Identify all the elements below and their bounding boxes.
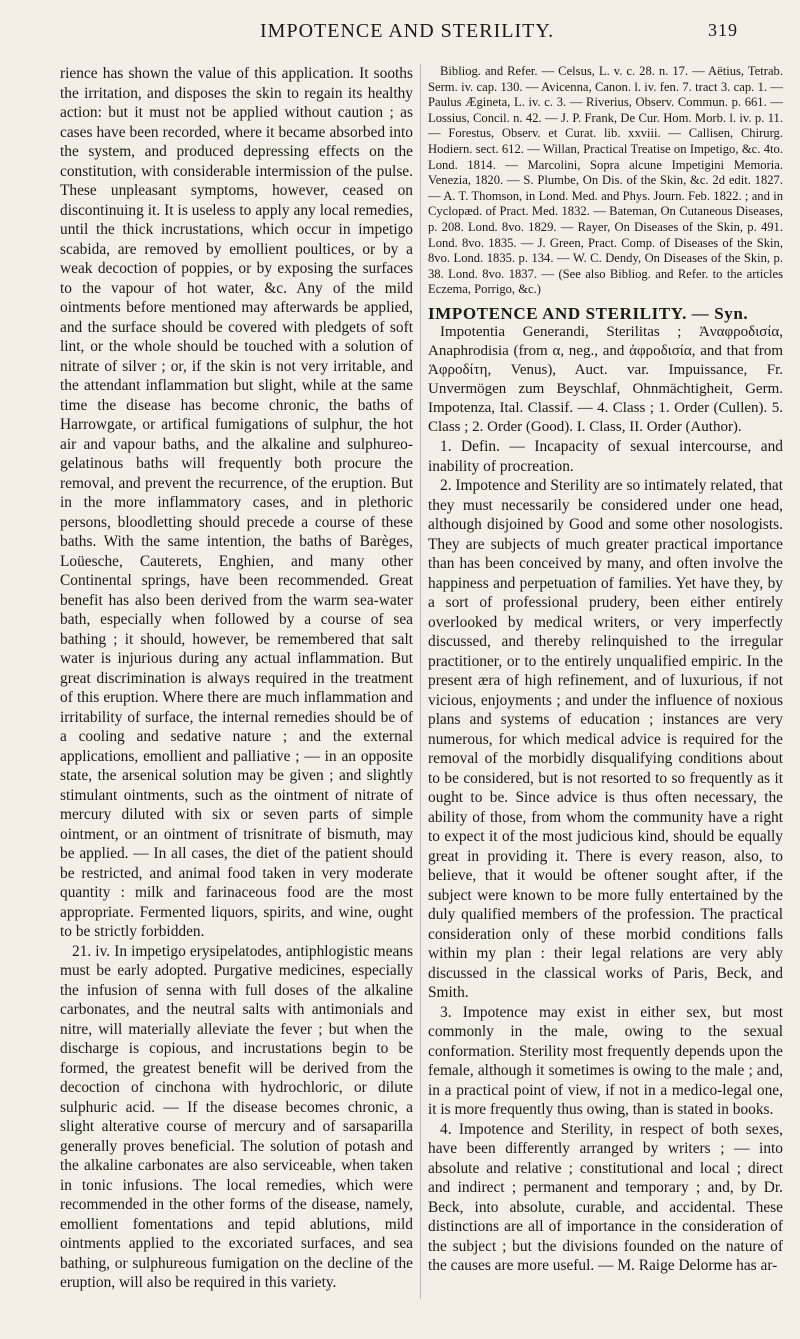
article-heading: IMPOTENCE AND STERILITY. — Syn. <box>428 303 749 323</box>
right-column <box>428 64 783 1309</box>
paragraph: 2. Impotence and Sterility are so intimately related, that they must necessarily be considered under one head, although disjoined by Good and some other nosologists. They are subjects of much greater practical importance than has been conceived by many, and often involve the happiness and perpetuation of families. Yet have they, by a sort of professional prudery, been either entirely overlooked by medical writers, or very imperfectly discussed, and thereby relinquished to the irregular practitioner, or to the entirely unqualified empiric. In the present æra of high refinement, and of luxurious, if not vicious, enjoyments ; and under the influence of noxious plans and systems of education ; instances are very numerous, for which medical advice is required for the removal of the morbidly disqualifying conditions about to be considered, but is not resorted to so frequently as it ought to be. Since advice is thus often necessary, the ability of those, from whom the community have a right to expect it of the most judicious kind, should be equally great in providing it. There is every reason, also, to believe, that it would be oftener sought after, if the subject were known to be more fully entertained by the duly qualified members of the profession. The practical consideration only of these morbid conditions falls within my plan : their legal relations are very ably discussed in the classical works of Paris, Beck, and Smith. <box>428 477 783 1002</box>
paragraph: 21. iv. In impetigo erysipelatodes, antiphlogistic means must be early adopted. Purgative medicines, especially the infusion of senna with full doses of the alkaline carbonates, and the neutral salts with antimonials and nitre, will materially alleviate the fever ; but when the discharge is copious, and incrustations begin to be formed, the greatest benefit will be derived from the decoction of cinchona with hydrochloric, or dilute sulphuric acid. — If the disease becomes chronic, a slight alterative course of mercury and of sarsaparilla generally proves beneficial. The solution of potash and the alkaline carbonates are also serviceable, when taken in tonic infusions. The local remedies, which were recommended in the other forms of the disease, namely, emollient fomentations and tepid ablutions, mild ointments applied to the excoriated surfaces, and sea bathing, or sulphureous fumigation on the decline of the eruption, will also be required in this variety. <box>60 942 413 1291</box>
paragraph: 3. Impotence may exist in either sex, but most commonly in the male, owing to the sexual conformation. Sterility most frequently depends upon the female, although it sometimes is owing to the male ; and, in a practical point of view, if not in a medico-legal one, it is more frequently thus owing, than is stated in books. <box>428 1003 783 1119</box>
synonyms: Impotentia Generandi, Sterilitas ; Ἀναφροδισία, Anaphrodisia (from α, neg., and ἀφροδισία, and that from Ἀφροδίτη, Venus), Auct. var. Impuissance, Fr. Unvermögen zum Beyschlaf, Ohnmächtigheit, Germ. Impotenza, Ital. Classif. — 4. Class ; 1. Order (Cullen). 5. Class ; 2. Order (Good). I. Class, II. Order (Author). <box>428 324 783 436</box>
paragraph: rience has shown the value of this application. It sooths the irritation, and disposes the skin to regain its healthy action: but it must not be applied without caution ; as cases have been recorded, where it became absorbed into the system, and produced depressing effects on the constitution, with considerable intermission of the pulse. These unpleasant symptoms, however, ceased on discontinuing it. It is useless to apply any local remedies, until the thick incrustations, which occur in impetigo scabida, are removed by emollient poultices, or by a weak decoction of poppies, or by exposing the surfaces to the vapour of hot water, &c. Any of the mild ointments before mentioned may afterwards be applied, and the surface should be covered with pledgets of soft lint, or the whole should be touched with a solution of nitrate of silver ; or, if the skin is not very irritable, and the attendant inflammation but slight, while at the same time the disease has become chronic, the baths of Harrowgate, or artifical fumigations of sulphur, the hot air and vapour baths, and the alkaline and sulphureo-gelatinous baths will frequently both procure the removal, and prevent the recurrence, of the eruption. But in the more inflammatory cases, and in plethoric persons, bloodletting should precede a course of these baths. With the same intention, the baths of Barèges, Loüesche, Cauterets, Enghien, and many other Continental springs, have been recommended. Great benefit has also been derived from the warm sea-water bath, especially when followed by a course of sea bathing ; it should, however, be remembered that salt water is injurious during any actual inflammation. But great discrimination is always required in the treatment of this eruption. Where there are much inflammation and irritability of surface, the internal remedies should be of a cooling and sedative nature ; and the external applications, emollient and palliative ; — in an opposite state, the arsenical solution may be given ; and slightly stimulant ointments, such as the ointment of nitrate of mercury diluted with six or seven parts of simple ointment, or an ointment of trisnitrate of bismuth, may be applied. — In all cases, the diet of the patient should be restricted, and animal food taken in very moderate quantity : milk and farinaceous food are the most appropriate. Fermented liquors, spirits, and wine, ought to be strictly forbidden. <box>60 65 413 940</box>
column-divider <box>420 64 421 1299</box>
paragraph: 4. Impotence and Sterility, in respect of both sexes, have been differently arranged by writers ; — into absolute and relative ; constitutional and local ; direct and indirect ; permanent and temporary ; and, by Dr. Beck, into absolute, curable, and accidental. These distinctions are all of importance in the consideration of the subject ; but the divisions founded on the nature of the causes are more useful. — M. Raige Delorme has ar- <box>428 1120 783 1275</box>
bibliography: Bibliog. and Refer. — Celsus, L. v. c. 28. n. 17. — Aëtius, Tetrab. Serm. iv. cap. 130. — Avicenna, Canon. l. iv. fen. 7. tract 3. cap. 1. — Paulus Ægineta, L. iv. c. 3. — Riverius, Observ. Commun. p. 661. — Lossius, Concil. n. 42. — J. P. Frank, De Cur. Hom. Morb. l. iv. p. 11. — Forestus, Observ. et Curat. lib. xxviii. — Callisen, Chirurg. Hodiern. sect. 612. — Willan, Practical Treatise on Impetigo, &c. 4to. Lond. 1814. — Marcolini, Sopra alcune Impetigini Memoria. Venezia, 1820. — S. Plumbe, On Dis. of the Skin, &c. 2d edit. 1827. — A. T. Thomson, in Lond. Med. and Phys. Journ. Feb. 1822. ; and in Cyclopæd. of Pract. Med. 1832. — Bateman, On Cutaneous Diseases, p. 208. Lond. 8vo. 1829. — Rayer, On Diseases of the Skin, p. 491. Lond. 8vo. 1835. — J. Green, Pract. Comp. of Diseases of the Skin, 8vo. Lond. 1835. p. 134. — W. C. Dendy, On Diseases of the Skin, p. 38. Lond. 8vo. 1837. — (See also Bibliog. and Refer. to the articles Eczema, Porrigo, &c.) <box>428 64 783 297</box>
running-head-title: IMPOTENCE AND STERILITY. <box>260 20 555 42</box>
paragraph: 1. Defin. — Incapacity of sexual intercourse, and inability of procreation. <box>428 438 783 475</box>
page-number: 319 <box>708 20 738 40</box>
left-column <box>60 64 413 1309</box>
running-head <box>60 20 780 50</box>
